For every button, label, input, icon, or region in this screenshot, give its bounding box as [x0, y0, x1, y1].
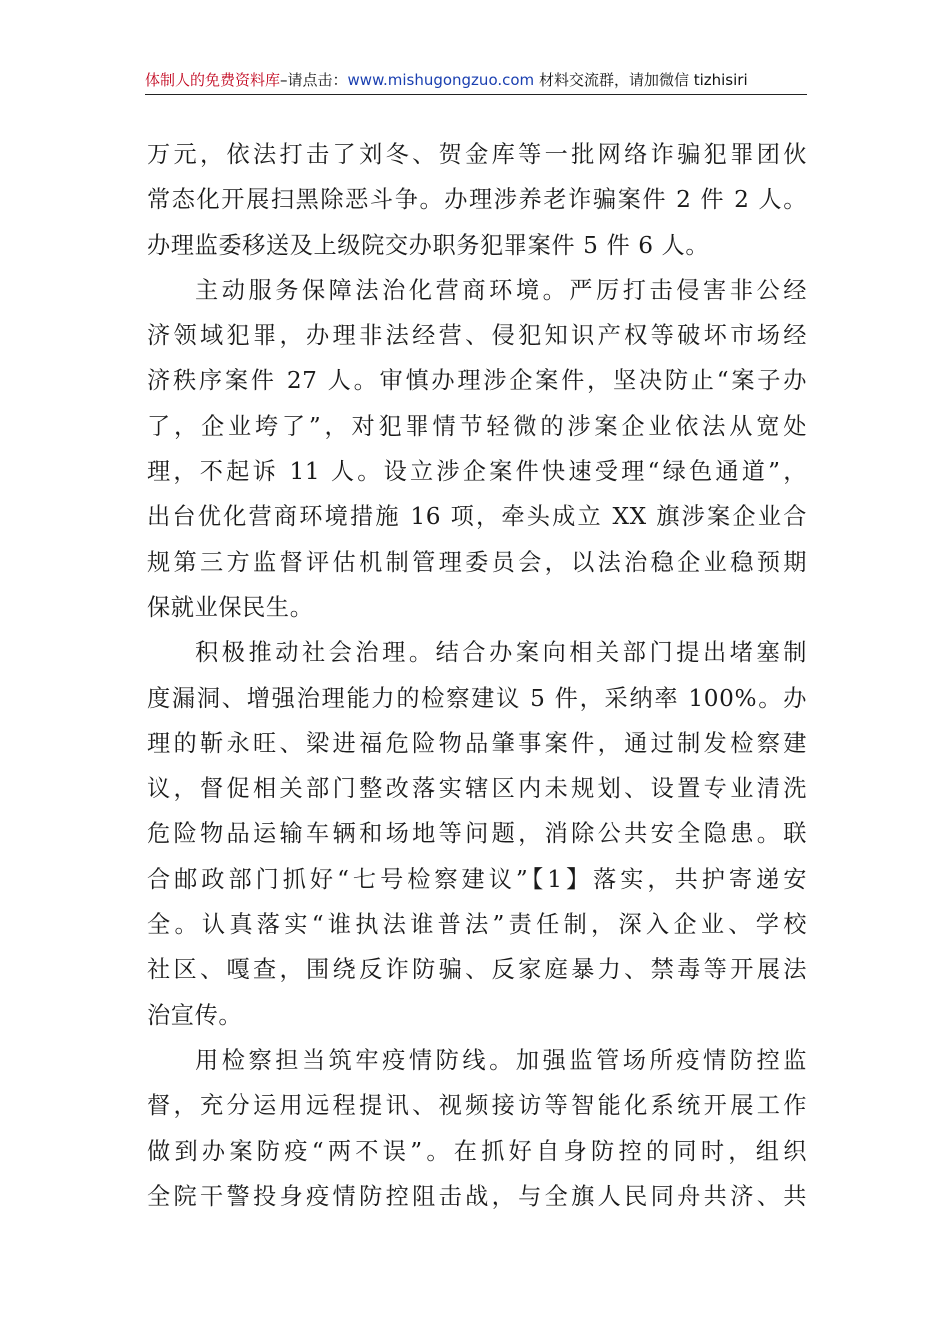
- text-line: 度漏洞、增强治理能力的检察建议 5 件，采纳率 100%。办: [147, 684, 807, 712]
- text-line: 了，企业垮了”，对犯罪情节轻微的涉案企业依法从宽处: [147, 412, 807, 440]
- header-prompt: –请点击：: [280, 71, 348, 89]
- text-line: 规第三方监督评估机制管理委员会，以法治稳企业稳预期: [147, 548, 807, 576]
- text-line: 危险物品运输车辆和场地等问题，消除公共安全隐患。联: [147, 820, 807, 848]
- text-line: 全院干警投身疫情防控阻击战，与全旗人民同舟共济、共: [147, 1182, 807, 1210]
- text-line: 保就业保民生。: [147, 593, 314, 621]
- text-line: 主动服务保障法治化营商环境。严厉打击侵害非公经: [195, 276, 807, 304]
- text-line: 理的靳永旺、梁进福危险物品肇事案件，通过制发检察建: [147, 729, 807, 757]
- text-line: 做到办案防疫“两不误”。在抓好自身防控的同时，组织: [147, 1137, 807, 1165]
- header-contact: 材料交流群，请加微信 tizhisiri: [534, 71, 748, 89]
- text-line: 治宣传。: [147, 1001, 243, 1029]
- text-line: 常态化开展扫黑除恶斗争。办理涉养老诈骗案件 2 件 2 人。: [147, 186, 807, 214]
- text-line: 全。认真落实“谁执法谁普法”责任制，深入企业、学校: [147, 911, 807, 939]
- text-line: 积极推动社会治理。结合办案向相关部门提出堵塞制: [195, 639, 807, 667]
- document-body: [147, 132, 807, 1219]
- header-brand: 体制人的免费资料库: [145, 71, 281, 89]
- text-line: 理，不起诉 11 人。设立涉企案件快速受理“绿色通道”，: [147, 458, 807, 486]
- text-line: 合邮政部门抓好“七号检察建议”【1】落实，共护寄递安: [147, 865, 807, 893]
- text-line: 用检察担当筑牢疫情防线。加强监管场所疫情防控监: [195, 1046, 807, 1074]
- header-url-link[interactable]: www.mishugongzuo.com: [347, 71, 535, 89]
- text-line: 济领域犯罪，办理非法经营、侵犯知识产权等破坏市场经: [147, 322, 807, 350]
- text-line: 万元，依法打击了刘冬、贺金库等一批网络诈骗犯罪团伙: [147, 141, 807, 168]
- text-line: 社区、嘎查，围绕反诈防骗、反家庭暴力、禁毒等开展法: [147, 956, 807, 984]
- text-line: 办理监委移送及上级院交办职务犯罪案件 5 件 6 人。: [147, 231, 710, 259]
- page-header: [145, 66, 807, 95]
- text-line: 济秩序案件 27 人。审慎办理涉企案件，坚决防止“案子办: [147, 367, 807, 395]
- text-line: 出台优化营商环境措施 16 项，牵头成立 XX 旗涉案企业合: [147, 503, 807, 531]
- text-line: 议，督促相关部门整改落实辖区内未规划、设置专业清洗: [147, 775, 807, 803]
- text-line: 督，充分运用远程提讯、视频接访等智能化系统开展工作: [147, 1092, 807, 1120]
